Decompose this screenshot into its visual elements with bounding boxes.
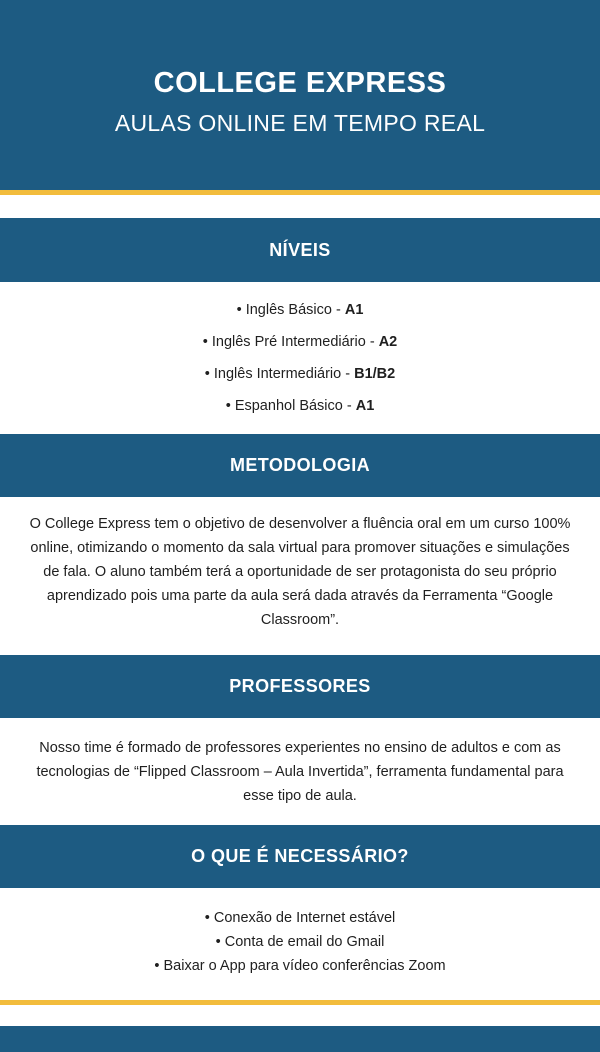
- page-header: [0, 0, 600, 190]
- section-header-metodologia: [0, 434, 600, 497]
- section-title-niveis: NÍVEIS: [269, 239, 331, 260]
- list-item: • Inglês Intermediário - B1/B2: [204, 366, 396, 382]
- section-header-necessario: [0, 825, 600, 888]
- section-title-metodologia: METODOLOGIA: [229, 455, 371, 475]
- list-item: • Conexão de Internet estável: [204, 910, 396, 926]
- section-title-professores: PROFESSORES: [229, 676, 371, 696]
- professores-text: Nosso time é formado de professores experientes no ensino de adultos e com as tecnologias de “Flipped Classroom – Aula Invertida”, ferramenta fundamental para esse tipo de aula.: [0, 718, 600, 825]
- list-item: • Inglês Básico - A1: [236, 302, 364, 318]
- levels-list: [0, 282, 600, 434]
- footer-band: [0, 1026, 600, 1052]
- section-header-niveis: [0, 218, 600, 282]
- list-item: • Baixar o App para vídeo conferências Zoom: [154, 958, 446, 974]
- list-item: • Inglês Pré Intermediário - A2: [202, 334, 398, 350]
- section-header-professores: [0, 655, 600, 718]
- section-title-necessario: O QUE É NECESSÁRIO?: [191, 846, 409, 866]
- spacer: [0, 195, 600, 218]
- spacer: [0, 1005, 600, 1026]
- page-subtitle: AULAS ONLINE EM TEMPO REAL: [114, 110, 486, 136]
- requirements-list: [0, 888, 600, 1000]
- list-item: • Espanhol Básico - A1: [225, 398, 375, 414]
- page-title: COLLEGE EXPRESS: [153, 67, 447, 99]
- metodologia-text: O College Express tem o objetivo de desenvolver a fluência oral em um curso 100% online, otimizando o momento da sala virtual para promover situações e simulações de fala. O aluno também terá a oportunidade de ser protagonista do seu próprio aprendizado pois uma parte da aula será dada através da Ferramenta “Google Classroom”.: [0, 497, 600, 655]
- list-item: • Conta de email do Gmail: [215, 934, 385, 950]
